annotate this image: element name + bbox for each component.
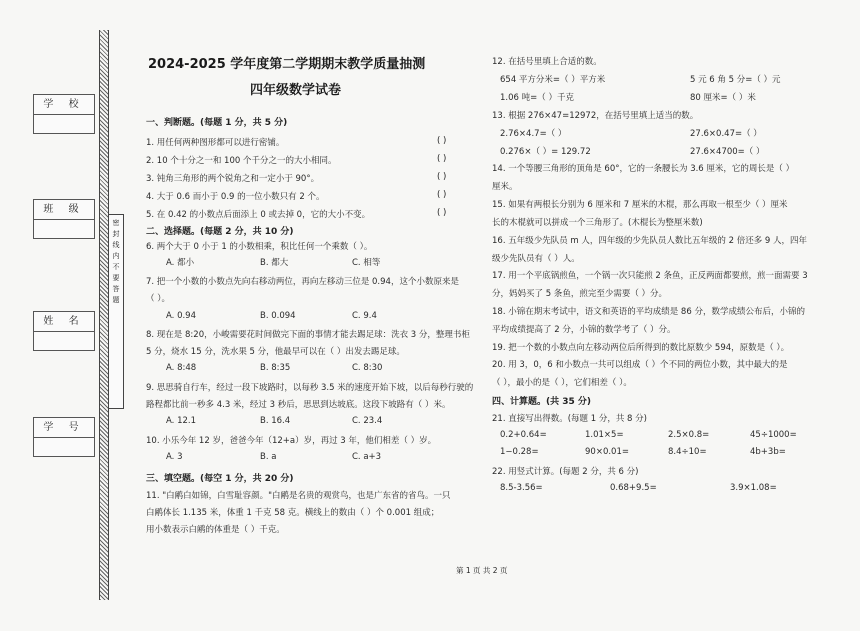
calc-6: 90×0.01= [585, 447, 629, 457]
question-9-cont: 路程都比前一秒多 4.3 米，经过 3 秒后，思思到达坡底。这段下坡路有（ ）米。 [146, 400, 451, 410]
question-9: 9. 思思骑自行车，经过一段下坡路时，以每秒 3.5 米的速度开始下坡，以后每秒行驶的 [146, 383, 474, 393]
seal-line-notice [108, 214, 124, 409]
option-9a: A. 12.1 [166, 416, 196, 426]
answer-paren-1[interactable]: ( ) [437, 136, 447, 146]
section-choice: 二、选择题。(每题 2 分，共 10 分) [146, 227, 294, 237]
class-field[interactable] [34, 220, 94, 238]
question-18: 18. 小锦在期末考试中，语文和英语的平均成绩是 86 分，数学成绩公布后，小锦的 [492, 307, 805, 317]
calc-1: 0.2+0.64= [500, 430, 547, 440]
vertical-calc-3: 3.9×1.08= [730, 483, 777, 493]
question-13: 13. 根据 276×47=12972，在括号里填上适当的数。 [492, 111, 699, 121]
seal-char: 密 [112, 219, 120, 227]
section-fill: 三、填空题。(每空 1 分，共 20 分) [146, 474, 294, 484]
seal-char: 内 [112, 252, 120, 260]
question-15: 15. 如果有两根长分别为 6 厘米和 7 厘米的木棍，那么再取一根至少（ ）厘米 [492, 200, 788, 210]
option-6c: C. 相等 [352, 258, 381, 268]
option-9b: B. 16.4 [260, 416, 291, 426]
q12-c: 1.06 吨=（ ）千克 [500, 93, 574, 103]
question-22: 22. 用竖式计算。(每题 2 分，共 6 分) [492, 467, 639, 477]
question-2: 2. 10 个十分之一和 100 个千分之一的大小相同。 [146, 156, 337, 166]
question-11-cont2: 用小数表示白鹇的体重是（ ）千克。 [146, 525, 285, 535]
name-label: 姓 名 [34, 312, 94, 332]
question-14: 14. 一个等腰三角形的顶角是 60°，它的一条腰长为 3.6 厘米，它的周长是（ ） [492, 164, 795, 174]
exam-title: 2024-2025 学年度第二学期期末教学质量抽测 [148, 57, 426, 72]
seal-char: 答 [112, 285, 120, 293]
option-9c: C. 23.4 [352, 416, 383, 426]
answer-paren-5[interactable]: ( ) [437, 208, 447, 218]
number-box [33, 417, 95, 457]
option-6b: B. 都大 [260, 258, 289, 268]
answer-paren-2[interactable]: ( ) [437, 154, 447, 164]
question-10: 10. 小乐今年 12 岁，爸爸今年（12+a）岁，再过 3 年，他们相差（ ）岁。 [146, 436, 437, 446]
number-label: 学 号 [34, 418, 94, 438]
question-17: 17. 用一个平底锅煎鱼，一个锅一次只能煎 2 条鱼，正反两面都要煎，煎一面需要 3 [492, 271, 808, 281]
question-12: 12. 在括号里填上合适的数。 [492, 57, 602, 67]
number-field[interactable] [34, 438, 94, 456]
name-field[interactable] [34, 332, 94, 350]
option-8b: B. 8:35 [260, 363, 291, 373]
question-4: 4. 大于 0.6 而小于 0.9 的一位小数只有 2 个。 [146, 192, 325, 202]
answer-paren-4[interactable]: ( ) [437, 190, 447, 200]
question-21: 21. 直接写出得数。(每题 1 分，共 8 分) [492, 414, 647, 424]
seal-char: 要 [112, 274, 120, 282]
calc-8: 4b+3b= [750, 447, 786, 457]
seal-char: 题 [112, 296, 120, 304]
school-field[interactable] [34, 115, 94, 133]
question-5: 5. 在 0.42 的小数点后面添上 0 或去掉 0，它的大小不变。 [146, 210, 371, 220]
question-14-cont: 厘米。 [492, 182, 518, 192]
question-18-cont: 平均成绩提高了 2 分，小锦的数学考了（ ）分。 [492, 325, 676, 335]
seal-char: 封 [112, 230, 120, 238]
question-20-cont: （ ），最小的是（ ），它们相差（ ）。 [492, 378, 632, 388]
question-16: 16. 五年级少先队员 m 人，四年级的少先队员人数比五年级的 2 倍还多 9 人，四年 [492, 236, 808, 246]
class-box [33, 199, 95, 239]
calc-3: 2.5×0.8= [668, 430, 710, 440]
calc-4: 45÷1000= [750, 430, 797, 440]
q12-b: 5 元 6 角 5 分=（ ）元 [690, 75, 781, 85]
option-8c: C. 8:30 [352, 363, 383, 373]
option-10c: C. a+3 [352, 452, 382, 462]
vertical-calc-2: 0.68+9.5= [610, 483, 657, 493]
answer-paren-3[interactable]: ( ) [437, 172, 447, 182]
section-judge: 一、判断题。(每题 1 分，共 5 分) [146, 118, 288, 128]
calc-7: 8.4÷10= [668, 447, 707, 457]
question-8: 8. 现在是 8:20，小峻需要花时间做完下面的事情才能去踢足球：洗衣 3 分，整理书柜 [146, 330, 470, 340]
question-17-cont: 分，妈妈买了 5 条鱼，煎完至少需要（ ）分。 [492, 289, 668, 299]
school-label: 学 校 [34, 95, 94, 115]
page-number: 第 1 页 共 2 页 [456, 566, 508, 575]
exam-subtitle: 四年级数学试卷 [250, 83, 342, 98]
option-10b: B. a [260, 452, 277, 462]
q13-a: 2.76×4.7=（ ） [500, 129, 567, 139]
option-7c: C. 9.4 [352, 311, 377, 321]
calc-2: 1.01×5= [585, 430, 624, 440]
question-1: 1. 用任何两种图形都可以进行密铺。 [146, 138, 285, 148]
q13-d: 27.6×4700=（ ） [690, 147, 765, 157]
q12-a: 654 平方分米=（ ）平方米 [500, 75, 606, 85]
question-7-cont: （ ）。 [146, 294, 170, 304]
question-19: 19. 把一个数的小数点向左移动两位后所得到的数比原数少 594，原数是（ ）。 [492, 343, 790, 353]
question-11-cont: 白鹇体长 1.135 米，体重 1 千克 58 克。横线上的数由（ ）个 0.001 组成； [146, 508, 440, 518]
q13-c: 0.276×（ ）= 129.72 [500, 147, 591, 157]
question-6: 6. 两个大于 0 小于 1 的小数相乘，积比任何一个乘数（ ）。 [146, 242, 373, 252]
section-calc: 四、计算题。(共 35 分) [492, 397, 592, 407]
class-label: 班 级 [34, 200, 94, 220]
question-20: 20. 用 3，0，6 和小数点一共可以组成（ ）个不同的两位小数，其中最大的是 [492, 360, 788, 370]
seal-char: 不 [112, 263, 120, 271]
option-10a: A. 3 [166, 452, 183, 462]
vertical-calc-1: 8.5-3.56= [500, 483, 543, 493]
option-7a: A. 0.94 [166, 311, 196, 321]
option-8a: A. 8:48 [166, 363, 197, 373]
seal-char: 线 [112, 241, 120, 249]
question-7: 7. 把一个小数的小数点先向右移动两位，再向左移动三位是 0.94，这个小数原来是 [146, 277, 459, 287]
option-7b: B. 0.094 [260, 311, 296, 321]
option-6a: A. 都小 [166, 258, 195, 268]
question-3: 3. 钝角三角形的两个锐角之和一定小于 90°。 [146, 174, 320, 184]
q13-b: 27.6×0.47=（ ） [690, 129, 762, 139]
question-15-cont: 长的木棍就可以拼成一个三角形了。(木棍长为整厘米数) [492, 218, 703, 228]
question-8-cont: 5 分，烧水 15 分，洗水果 5 分，他最早可以在（ ）出发去踢足球。 [146, 347, 405, 357]
q12-d: 80 厘米=（ ）米 [690, 93, 756, 103]
question-16-cont: 级少先队员有（ ）人。 [492, 254, 580, 264]
name-box [33, 311, 95, 351]
school-box [33, 94, 95, 134]
calc-5: 1−0.28= [500, 447, 539, 457]
question-11: 11. "白鹇白如锦，白雪耻容颜。"白鹇是名贵的观赏鸟，也是广东省的省鸟。一只 [146, 491, 451, 501]
